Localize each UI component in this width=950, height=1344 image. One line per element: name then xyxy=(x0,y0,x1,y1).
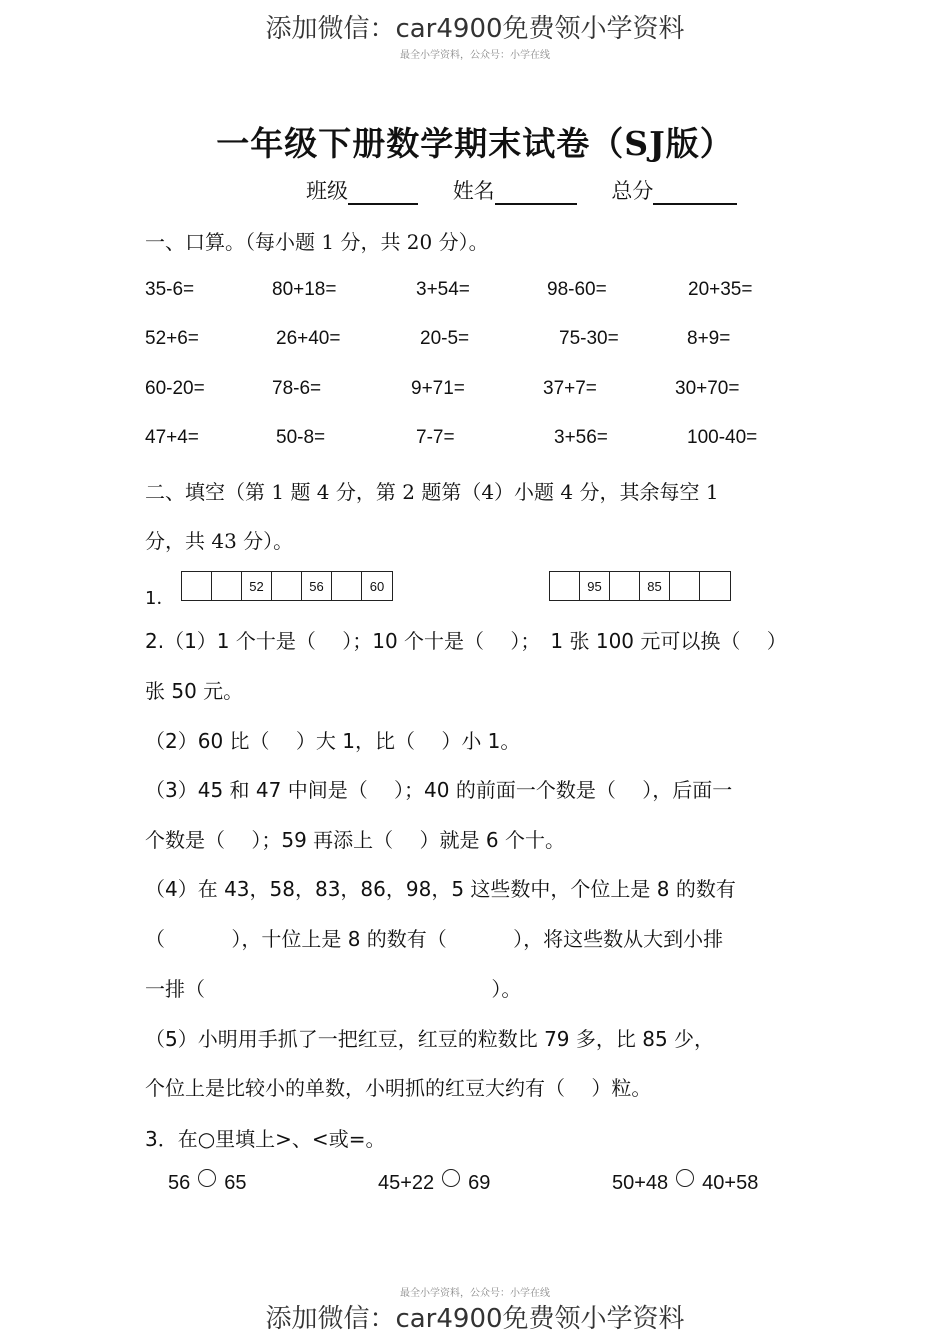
calc-item: 35-6= xyxy=(145,279,195,300)
watermark-bottom-sub: 最全小学资料，公众号：小学在线 xyxy=(400,1288,550,1299)
class-label: 班级 xyxy=(306,179,348,203)
calc-item: 26+40= xyxy=(276,328,341,349)
sequence-cell[interactable] xyxy=(272,572,302,600)
sequence-cell[interactable] xyxy=(700,572,730,600)
sequence-cell[interactable] xyxy=(610,572,640,600)
student-info xyxy=(306,175,737,205)
watermark-top: 添加微信：car4900免费领小学资料 xyxy=(265,14,685,44)
compare-right: 69 xyxy=(468,1172,491,1194)
calc-item: 8+9= xyxy=(687,328,731,349)
compare-right: 65 xyxy=(224,1172,247,1194)
calc-item: 75-30= xyxy=(559,328,619,349)
sequence-cell: 56 xyxy=(302,572,332,600)
page-title: 一年级下册数学期末试卷（SJ版） xyxy=(216,124,734,163)
name-blank xyxy=(495,181,577,205)
compare-item xyxy=(612,1172,758,1195)
q2-1-line2: 张 50 元。 xyxy=(145,679,244,703)
name-label: 姓名 xyxy=(452,179,495,203)
sequence-cell[interactable] xyxy=(670,572,700,600)
compare-left: 45+22 xyxy=(378,1172,435,1194)
score-label: 总分 xyxy=(611,179,654,203)
calc-item: 3+54= xyxy=(416,279,470,300)
compare-item xyxy=(378,1172,490,1195)
calc-item: 78-6= xyxy=(272,378,322,399)
number-sequence-1 xyxy=(181,571,393,601)
calc-item: 60-20= xyxy=(145,378,205,399)
score-blank xyxy=(653,181,737,205)
watermark-top-sub: 最全小学资料，公众号：小学在线 xyxy=(400,50,550,61)
section1-heading: 一、口算。（每小题 1 分，共 20 分）。 xyxy=(145,230,489,254)
q2-4-line1: （4）在 43，58，83，86，98，5 这些数中，个位上是 8 的数有 xyxy=(145,877,736,901)
q2-3-line2: 个数是（ ）；59 再添上（ ）就是 6 个十。 xyxy=(145,828,565,852)
calc-item: 100-40= xyxy=(687,427,758,448)
sequence-cell[interactable] xyxy=(182,572,212,600)
compare-circle[interactable] xyxy=(676,1169,694,1187)
q3-heading: 3．在○里填上>、<或=。 xyxy=(145,1127,386,1151)
q2-5-line1: （5）小明用手抓了一把红豆，红豆的粒数比 79 多，比 85 少， xyxy=(145,1027,715,1051)
number-sequence-2 xyxy=(549,571,731,601)
compare-left: 50+48 xyxy=(612,1172,669,1194)
q2-2: （2）60 比（ ）大 1，比（ ）小 1。 xyxy=(145,729,521,753)
sequence-cell: 85 xyxy=(640,572,670,600)
sequence-cell[interactable] xyxy=(332,572,362,600)
calc-item: 3+56= xyxy=(554,427,608,448)
calc-item: 30+70= xyxy=(675,378,740,399)
calc-item: 47+4= xyxy=(145,427,199,448)
q1-label: 1． xyxy=(145,588,175,609)
calc-item: 9+71= xyxy=(411,378,465,399)
class-blank xyxy=(348,181,418,205)
compare-circle[interactable] xyxy=(442,1169,460,1187)
compare-right: 40+58 xyxy=(702,1172,759,1194)
sequence-cell: 95 xyxy=(580,572,610,600)
sequence-cell: 52 xyxy=(242,572,272,600)
sequence-cell: 60 xyxy=(369,578,385,594)
watermark-bottom: 添加微信：car4900免费领小学资料 xyxy=(265,1304,685,1334)
calc-item: 50-8= xyxy=(276,427,326,448)
calc-item: 80+18= xyxy=(272,279,337,300)
section2-heading-line2: 分，共 43 分）。 xyxy=(145,529,294,553)
q2-1-line1: 2.（1）1 个十是（ ）；10 个十是（ ）； 1 张 100 元可以换（ ） xyxy=(145,629,787,653)
calc-item: 52+6= xyxy=(145,328,199,349)
q2-4-line3: 一排（ ）。 xyxy=(145,977,522,1001)
q2-5-line2: 个位上是比较小的单数，小明抓的红豆大约有（ ）粒。 xyxy=(145,1076,652,1100)
compare-item xyxy=(168,1172,247,1195)
sequence-cell[interactable] xyxy=(550,572,580,600)
calc-item: 20-5= xyxy=(420,328,470,349)
compare-left: 56 xyxy=(168,1172,191,1194)
calc-item: 98-60= xyxy=(547,279,607,300)
section2-heading-line1: 二、填空（第 1 题 4 分，第 2 题第（4）小题 4 分，其余每空 1 xyxy=(145,480,719,504)
compare-circle[interactable] xyxy=(198,1169,216,1187)
calc-item: 37+7= xyxy=(543,378,597,399)
q2-3-line1: （3）45 和 47 中间是（ ）；40 的前面一个数是（ ），后面一 xyxy=(145,778,733,802)
calc-item: 20+35= xyxy=(688,279,753,300)
sequence-cell[interactable] xyxy=(212,572,242,600)
calc-item: 7-7= xyxy=(416,427,455,448)
q2-4-line2: （ ），十位上是 8 的数有（ ），将这些数从大到小排 xyxy=(145,927,724,951)
